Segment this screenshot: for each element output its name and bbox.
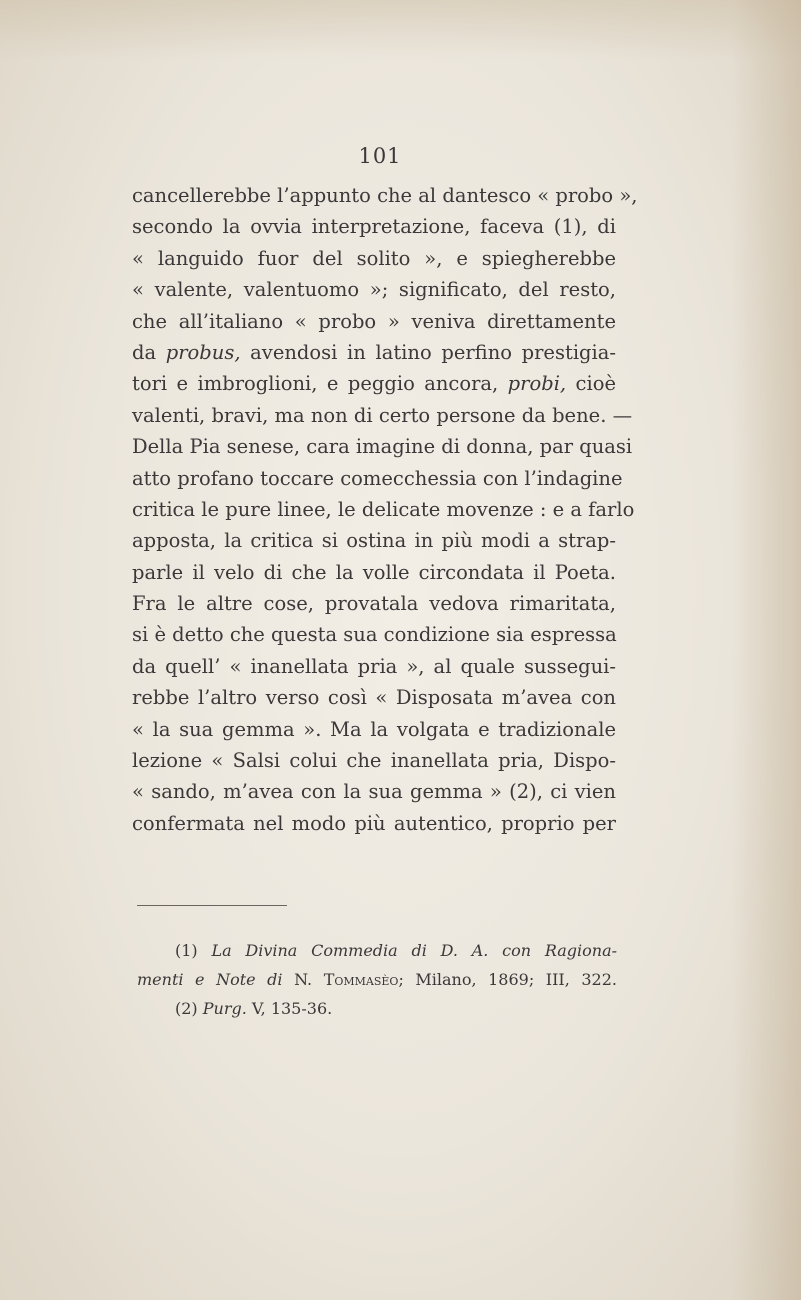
text-line-6 (132, 337, 616, 368)
text-line-21-segment: confermata nel modo più autentico, proprio per (132, 811, 616, 835)
footnote-line-2-segment: menti e Note di (137, 970, 283, 989)
footnote-line-3-segment: (2) (175, 999, 203, 1018)
text-line-18-segment: « la sua gemma ». Ma la volgata e tradizionale (132, 717, 616, 741)
page-number: 101 (358, 144, 402, 168)
text-line-10 (132, 463, 623, 494)
text-line-6-segment: probus, (165, 340, 241, 364)
body-text (132, 180, 638, 839)
footnote-line-2-segment: N. (282, 970, 324, 989)
text-line-4 (132, 274, 616, 305)
footnote-line-3-segment: Purg. (202, 999, 247, 1018)
text-line-3-segment: « languido fuor del solito », e spiegherebbe (132, 246, 616, 270)
footnote-line-2 (137, 965, 617, 994)
text-line-16 (132, 651, 616, 682)
text-line-13 (132, 557, 616, 588)
text-line-9 (132, 431, 633, 462)
text-line-19 (132, 745, 616, 776)
text-line-5 (132, 306, 616, 337)
footnote-line-3-segment: V, 135-36. (246, 999, 333, 1018)
text-line-14 (132, 588, 616, 619)
text-line-2 (132, 211, 616, 242)
text-line-9-segment: Della Pia senese, cara imagine di donna, par quasi (132, 435, 633, 459)
text-line-6-segment: da (132, 340, 166, 364)
footnotes (137, 936, 617, 1023)
footnote-separator (137, 905, 287, 906)
text-line-18 (132, 714, 616, 745)
text-line-11 (132, 494, 635, 525)
text-line-11-segment: critica le pure linee, le delicate movenze : e a farlo (132, 497, 635, 521)
text-line-1-segment: cancellerebbe l’appunto che al dantesco « probo », (132, 184, 638, 207)
footnote-line-2-segment: Tommasèo (323, 970, 399, 989)
text-line-19-segment: lezione « Salsi colui che inanellata pria, Dispo- (132, 749, 616, 773)
text-line-12-segment: apposta, la critica si ostina in più modi a strap- (132, 529, 616, 553)
text-line-7-segment: probi, (507, 372, 567, 396)
text-line-15 (132, 619, 616, 650)
text-line-17-segment: rebbe l’altro verso così « Disposata m’avea con (132, 686, 616, 710)
text-line-10-segment: atto profano toccare comecchessia con l’indagine (132, 466, 623, 490)
text-line-7-segment: cioè (566, 372, 617, 396)
text-line-6-segment: avendosi in latino perfino prestigia- (240, 340, 616, 364)
text-line-15-segment: si è detto che questa sua condizione sia espressa (132, 623, 617, 647)
text-line-12 (132, 525, 616, 556)
text-line-17 (132, 682, 616, 713)
text-line-8 (132, 400, 633, 431)
text-line-3 (132, 243, 616, 274)
text-line-20-segment: « sando, m’avea con la sua gemma » (2), ci vien (132, 780, 616, 804)
text-line-2-segment: secondo la ovvia interpretazione, faceva (1), di (132, 215, 616, 239)
text-line-16-segment: da quell’ « inanellata pria », al quale sussegui- (132, 654, 616, 678)
text-line-7 (132, 368, 616, 399)
footnote-line-2-segment: ; Milano, 1869; III, 322. (398, 970, 618, 989)
footnote-line-3 (137, 994, 617, 1023)
text-line-5-segment: che all’italiano « probo » veniva direttamente (132, 309, 616, 333)
text-line-4-segment: « valente, valentuomo »; significato, del resto, (132, 278, 616, 302)
text-line-13-segment: parle il velo di che la volle circondata il Poeta. (132, 560, 616, 584)
footnote-line-1-segment: La Divina Commedia di D. A. con Ragiona- (211, 941, 618, 960)
text-line-21 (132, 808, 616, 839)
text-line-20 (132, 776, 616, 807)
footnote-line-1 (137, 936, 617, 965)
footnote-line-1-segment: (1) (175, 941, 212, 960)
text-line-8-segment: valenti, bravi, ma non di certo persone da bene. — (132, 403, 633, 427)
text-line-1 (132, 180, 638, 211)
text-line-14-segment: Fra le altre cose, provatala vedova rimaritata, (132, 592, 616, 616)
text-line-7-segment: tori e imbroglioni, e peggio ancora, (132, 372, 508, 396)
